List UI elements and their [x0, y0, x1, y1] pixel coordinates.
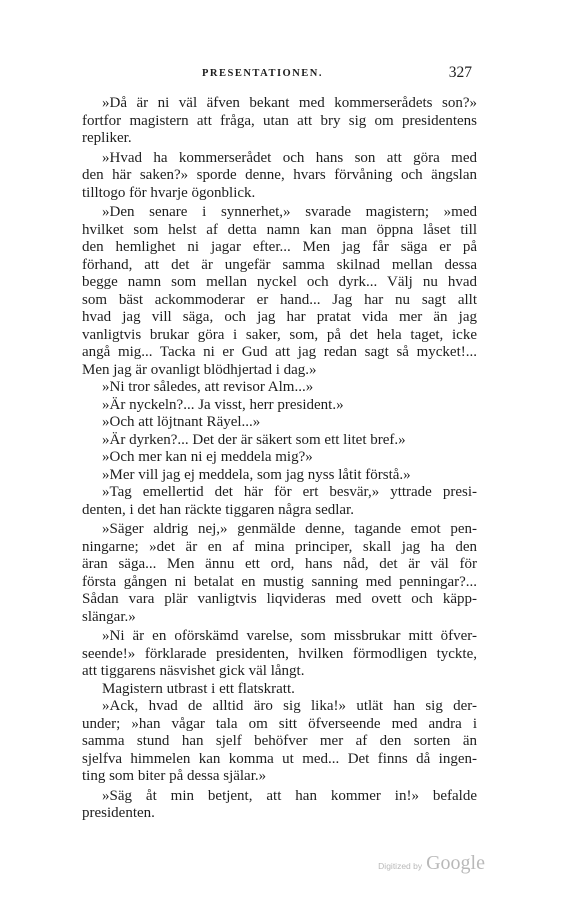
google-logo: Google — [426, 852, 485, 874]
text-line: tilltogo för hvarje ögonblick. — [82, 184, 256, 201]
text-line: vanligtvis brukar göra i saker, som, på det hela taget, icke — [82, 326, 477, 343]
text-line: förhand, att det är ungefär samma skilnad mellan dessa — [82, 256, 477, 273]
text-line: att tiggarens näsvishet gick väl långt. — [82, 663, 305, 679]
text-line: »Och mer kan ni ej meddela mig?» — [102, 449, 313, 465]
text-line: »Då är ni väl äfven bekant med kommerserådets son?» — [102, 95, 477, 111]
text-line: »Hvad ha kommerserådet och hans son att göra med — [102, 149, 477, 166]
text-line: seende!» förklarade presidenten, hvilken förmodligen tyckte, — [82, 645, 477, 662]
running-title: PRESENTATIONEN. — [202, 68, 324, 79]
text-line: »Är nyckeln?... Ja visst, herr president.» — [102, 396, 344, 413]
text-line: angå mig... Tacka ni er Gud att jag redan sagt så mycket!... — [82, 344, 477, 360]
text-line: »Och att löjtnant Räyel...» — [102, 414, 261, 430]
text-line: samma stund han sjelf behöfver mer af den sorten än — [82, 733, 477, 749]
text-line: presidenten. — [82, 805, 155, 821]
text-line: fortfor magistern att fråga, utan att bry sig om presidentens — [82, 112, 477, 129]
text-line: »Den senare i synnerhet,» svarade magistern; »med — [102, 204, 477, 220]
text-line: äran säga... Men ännu ett ord, hans nåd, det är väl för — [82, 556, 477, 572]
page-header — [82, 64, 472, 84]
text-line: ningarne; »det är en af mina principer, skall jag ha den — [82, 538, 477, 555]
text-line: begge namn som mellan nyckel och dyrk... Välj nu hvad — [82, 274, 477, 290]
text-line: hvilket som helst af detta namn kan man öppna låset till — [82, 221, 477, 238]
text-line: Magistern utbrast i ett flatskratt. — [102, 680, 295, 697]
text-line: »Säger aldrig nej,» genmälde denne, tagande emot pen- — [102, 521, 477, 537]
text-line: den här saken?» sporde denne, hvars förvåning och ängslan — [82, 167, 477, 183]
text-line: »Ni är en oförskämd varelse, som missbrukar mitt öfver- — [102, 628, 477, 644]
text-line: denten, i det han räckte tiggaren några sedlar. — [82, 501, 354, 518]
text-line: sjelfva himmelen kan komma ut med... Det finns då ingen- — [82, 750, 477, 767]
text-line: som bäst ackommoderar er hand... Jag har nu sagt allt — [82, 291, 477, 308]
digitized-by-google-watermark — [378, 852, 485, 875]
text-line: »Är dyrken?... Det der är säkert som ett litet bref.» — [102, 431, 406, 448]
text-line: »Tag emellertid det här för ert besvär,» yttrade presi- — [102, 484, 477, 500]
text-line: Sådan vara plär vanligtvis liqvideras med ovett och käpp- — [82, 591, 477, 607]
text-line: »Mer vill jag ej meddela, som jag nyss låtit förstå.» — [102, 466, 411, 483]
text-line: repliker. — [82, 130, 132, 146]
text-line: Men jag är ovanligt blödhjertad i dag.» — [82, 361, 317, 378]
watermark-prefix: Digitized by — [378, 861, 423, 871]
text-line: »Ack, hvad de alltid äro sig lika!» utlät han sig der- — [102, 698, 477, 714]
text-line: första gången ni betalat en mustig sanning med penningar?... — [82, 573, 477, 590]
page-number: 327 — [448, 64, 472, 81]
text-line: »Säg åt min betjent, att han kommer in!» befalde — [102, 787, 477, 804]
body-text — [82, 95, 477, 823]
text-line: slängar.» — [82, 608, 136, 625]
text-line: »Ni tror således, att revisor Alm...» — [102, 379, 314, 395]
text-line: ting som biter på dessa själar.» — [82, 768, 267, 784]
text-line: under; »han vågar tala om sitt öfverseende med andra i — [82, 715, 477, 732]
text-line: den hemlighet ni jagar efter... Men jag får säga er på — [82, 239, 477, 255]
text-line: hvad jag vill säga, och jag har pratat vida mer än jag — [82, 309, 477, 325]
